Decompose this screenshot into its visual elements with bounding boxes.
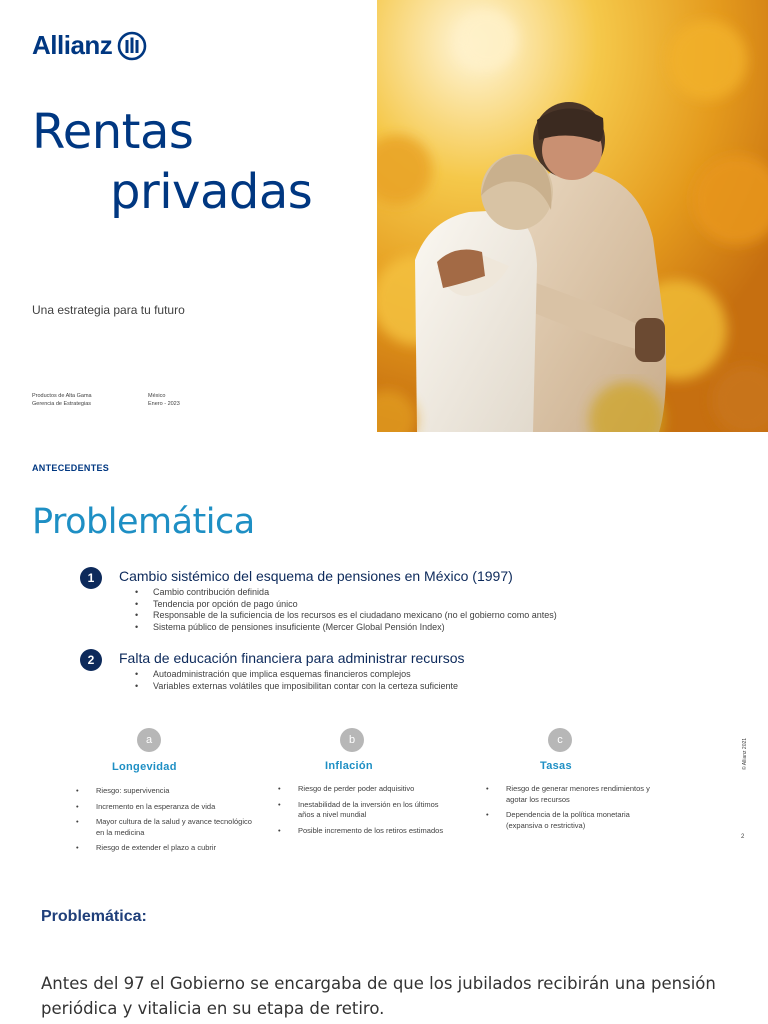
column-list <box>486 784 656 836</box>
cover-meta-location-date <box>148 392 180 408</box>
meta-line: México <box>148 393 166 399</box>
list-item: • Variables externas volátiles que imposibilitan contar con la certeza suficiente <box>135 681 458 693</box>
point-title: Cambio sistémico del esquema de pensiones en México (1997) <box>119 568 513 584</box>
list-item: • Inestabilidad de la inversión en los últimos años a nivel mundial <box>278 800 448 821</box>
point-bullet-list <box>135 669 458 692</box>
column-list <box>76 786 254 859</box>
column-title: Inflación <box>325 760 373 772</box>
number-badge: 2 <box>80 649 102 671</box>
column-title: Tasas <box>540 760 572 772</box>
problematica-slide <box>0 432 768 872</box>
column-list <box>278 784 448 841</box>
list-item: • Responsable de la suficiencia de los recursos es el ciudadano mexicano (no el gobierno como antes) <box>135 610 557 622</box>
list-item: • Dependencia de la política monetaria (expansiva o restrictiva) <box>486 810 656 831</box>
allianz-logo <box>32 30 147 61</box>
list-item: • Autoadministración que implica esquemas financieros complejos <box>135 669 458 681</box>
cover-meta-department <box>32 392 92 408</box>
list-item: • Tendencia por opción de pago único <box>135 599 557 611</box>
point-title: Falta de educación financiera para administrar recursos <box>119 650 465 666</box>
cover-title-line2: privadas <box>110 164 313 220</box>
list-item: • Mayor cultura de la salud y avance tecnológico en la medicina <box>76 817 254 838</box>
page-number: 2 <box>741 834 745 840</box>
letter-badge: c <box>548 728 572 752</box>
cover-slide <box>0 0 768 432</box>
number-badge: 1 <box>80 567 102 589</box>
copyright-label: © Allianz 2021 <box>742 737 748 770</box>
meta-line: Enero - 2023 <box>148 401 180 407</box>
column-title: Longevidad <box>112 761 177 773</box>
list-item: • Cambio contribución definida <box>135 587 557 599</box>
cover-subtitle: Una estrategia para tu futuro <box>32 303 185 317</box>
logo-wordmark: Allianz <box>32 30 113 60</box>
list-item: • Riesgo de perder poder adquisitivo <box>278 784 448 795</box>
list-item: • Riesgo de extender el plazo a cubrir <box>76 843 254 854</box>
list-item: • Riesgo: supervivencia <box>76 786 254 797</box>
letter-badge: b <box>340 728 364 752</box>
point-bullet-list <box>135 587 557 633</box>
list-item: • Sistema público de pensiones insuficiente (Mercer Global Pensión Index) <box>135 622 557 634</box>
meta-line: Gerencia de Estrategias <box>32 401 92 407</box>
note-paragraph: Antes del 97 el Gobierno se encargaba de que los jubilados recibirán una pensión periódica y vitalicia en su etapa de retiro. <box>41 974 716 1018</box>
section-kicker: ANTECEDENTES <box>32 463 110 473</box>
cover-title-line1: Rentas <box>32 104 194 160</box>
list-item: • Incremento en la esperanza de vida <box>76 802 254 813</box>
list-item: • Riesgo de generar menores rendimientos y agotar los recursos <box>486 784 656 805</box>
slide-heading: Problemática <box>32 502 255 542</box>
letter-badge: a <box>137 728 161 752</box>
allianz-eagle-icon <box>117 31 147 61</box>
couple-embracing-autumn-photo <box>377 0 768 432</box>
list-item: • Posible incremento de los retiros estimados <box>278 826 448 837</box>
meta-line: Productos de Alta Gama <box>32 393 92 399</box>
note-heading: Problemática: <box>41 908 147 925</box>
